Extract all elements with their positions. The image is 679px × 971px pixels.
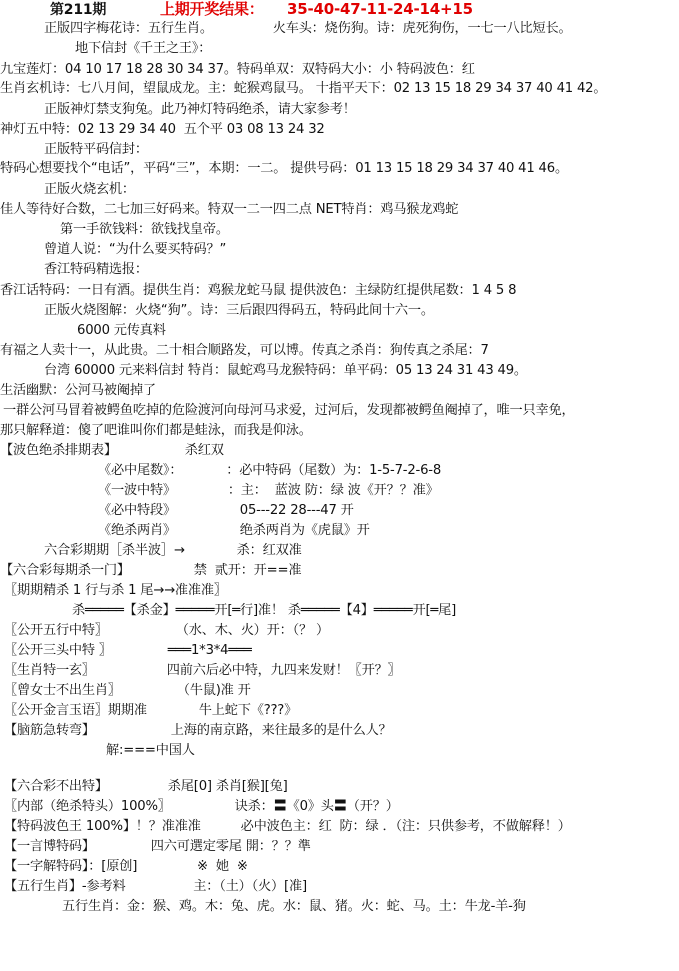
text-line: 正版火烧玄机： xyxy=(44,182,135,197)
text-line: 有福之人卖十一，从此贵。二十相合顺路发，可以博。传真之杀肖：狗传真之杀尾：7 xyxy=(0,343,489,358)
text-line: 解:===中国人 xyxy=(106,743,195,758)
text-line: 曾道人说：“为什么要买特码？” xyxy=(44,242,227,257)
text-line: 正版火烧图解：火烧“狗”。诗：三后跟四得码五，特码此间十六一。 xyxy=(44,303,434,318)
text-line: 《必中尾数》： ：必中特码（尾数）为：1-5-7-2-6-8 xyxy=(98,463,442,478)
text-line: 【五行生肖】-参考料 主：（土）（火）[准] xyxy=(4,879,307,894)
text-line: 地下信封《千王之王》： xyxy=(75,41,212,56)
text-line: 【脑筋急转弯】 上海的南京路，来往最多的是什么人？ xyxy=(4,723,392,738)
text-line: 〖内部（绝杀特头）100%〗 诀杀：〓《0》头〓（开？） xyxy=(4,799,399,814)
result-label: 上期开奖结果： xyxy=(160,0,264,18)
result-numbers: 35-40-47-11-24-14+15 xyxy=(287,0,473,18)
text-line: 那只解释道：傻了吧谁叫你们都是蛙泳，而我是仰泳。 xyxy=(0,423,312,438)
text-line: 生肖玄机诗：七八月间，望鼠成龙。主：蛇猴鸡鼠马。 十指平天下：02 13 15 18 29 34 37 40 41 42。 xyxy=(0,81,607,96)
text-line: 6000 元传真料 xyxy=(77,323,166,338)
text-line: 〖期期精杀 1 行与杀 1 尾→→准准准〗 xyxy=(4,583,227,598)
text-line: 【特码波色王 100%】！？准准准 必中波色主：红 防：绿 ．（注：只供参考，不做解释！） xyxy=(4,819,571,834)
text-line: 香江特码精选报： xyxy=(44,262,148,277)
text-line: 六合彩期期［杀半波］→ 杀：红双准 xyxy=(44,543,302,558)
text-line: 〖公开金言玉语〗期期准 牛上蛇下《???》 xyxy=(4,703,298,718)
text-line: 香江话特码：一日有酒。提供生肖：鸡猴龙蛇马鼠 提供波色：主绿防红提供尾数：1 4 5 8 xyxy=(0,283,517,298)
text-line: 〖生肖特一玄〗 四前六后必中特，九四来发财！〖开？〗 xyxy=(4,663,401,678)
text-line: 特码心想要找个“电话”，平码“三”，本期：一二。 提供号码：01 13 15 18 29 34 37 40 41 46。 xyxy=(0,161,568,176)
text-line: 生活幽默：公河马被阉掉了 xyxy=(0,383,156,398)
text-line: 五行生肖：金：猴、鸡。木：兔、虎。水：鼠、猪。火：蛇、马。土：牛龙-羊-狗 xyxy=(62,899,526,914)
text-line: 【一言博特码】 四六可選定零尾 開：？？準 xyxy=(4,839,311,854)
issue-number: 第211期 xyxy=(50,2,107,18)
text-line: 〖公开五行中特〗 （水、木、火）开：（？ ） xyxy=(4,623,330,638)
text-line: 杀═════【杀金】═════开[═行]准！ 杀═════【4】═════开[═尾] xyxy=(72,603,457,618)
text-line: 正版特平码信封： xyxy=(44,142,148,157)
text-line: 正版四字梅花诗：五行生肖。 火车头：烧伤狗。诗：虎死狗伤，一七一八比短长。 xyxy=(44,21,572,36)
text-line: 第一手欲钱料：欲钱找皇帝。 xyxy=(60,222,229,237)
text-line: 【一字解特码】：[原创] ※ 她 ※ xyxy=(4,859,248,874)
text-line: 《一波中特》 ：主： 蓝波 防：绿 波《开？？准》 xyxy=(98,483,439,498)
text-line: 台湾 60000 元来料信封 特肖：鼠蛇鸡马龙猴特码：单平码：05 13 24 31 43 49。 xyxy=(44,363,527,378)
text-line: 佳人等待好合数，二七加三好码来。特双一二一四二点 NET特肖：鸡马猴龙鸡蛇 xyxy=(0,202,459,217)
text-line: 〖公开三头中特 〗 ═══1*3*4═══ xyxy=(4,643,252,658)
text-line: 《绝杀两肖》 绝杀两肖为《虎鼠》开 xyxy=(98,523,370,538)
text-line: 【六合彩每期杀一门】 禁 贰开：开==准 xyxy=(0,563,302,578)
text-line: 【六合彩不出特】 杀尾[0] 杀肖[猴][兔] xyxy=(4,779,288,794)
text-line: 【波色绝杀排期表】 杀红双 xyxy=(0,443,224,458)
text-line: 神灯五中特：02 13 29 34 40 五个平 03 08 13 24 32 xyxy=(0,122,325,137)
text-line: 《必中特段》 05---22 28---47 开 xyxy=(98,503,354,518)
text-line: 正版神灯禁支狗兔。此乃神灯特码绝杀，请大家参考！ xyxy=(44,102,356,117)
text-line: 九宝莲灯：04 10 17 18 28 30 34 37。特码单双：双特码大小：小 特码波色：红 xyxy=(0,62,475,77)
text-line: 一群公河马冒着被鳄鱼吃掉的危险渡河向母河马求爱，过河后，发现都被鳄鱼阉掉了，唯一只幸免， xyxy=(3,403,575,418)
text-line: 〖曾女士不出生肖〗 （牛鼠)准 开 xyxy=(4,683,251,698)
